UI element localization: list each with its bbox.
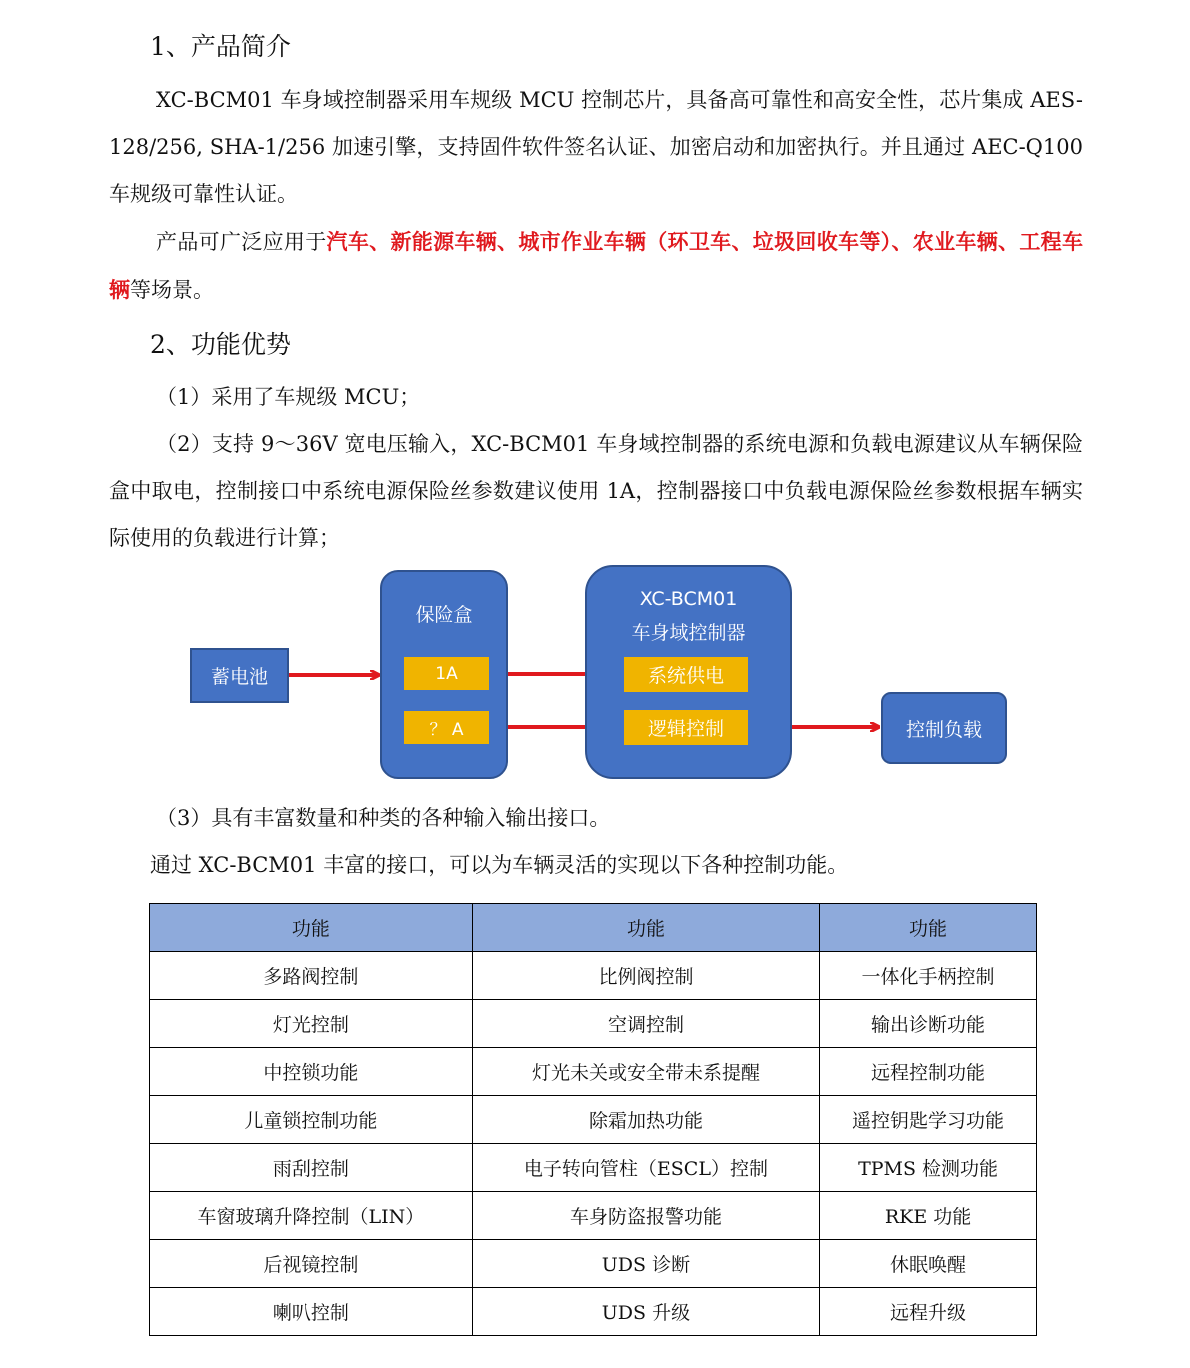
application-suffix: 等场景。 (130, 278, 214, 302)
table-cell: 除霜加热功能 (472, 1096, 819, 1144)
application-prefix: 产品可广泛应用于 (156, 230, 327, 254)
fuse-unknown (404, 711, 489, 744)
table-row (150, 1192, 1037, 1240)
fuse-unknown-label: ？ A (429, 720, 464, 740)
battery-label: 蓄电池 (210, 666, 268, 688)
table-row (150, 1240, 1037, 1288)
table-cell: 远程升级 (820, 1288, 1037, 1336)
controller-name: 车身域控制器 (631, 622, 746, 644)
controller-model: XC-BCM01 (639, 588, 738, 610)
table-cell: 输出诊断功能 (820, 1000, 1037, 1048)
load-box (881, 692, 1007, 764)
fuse-1a (404, 657, 489, 690)
table-header: 功能 (150, 904, 473, 952)
load-label: 控制负载 (905, 718, 982, 741)
table-row (150, 1096, 1037, 1144)
table-cell: 喇叭控制 (150, 1288, 473, 1336)
section2-heading: 2、功能优势 (150, 330, 291, 359)
table-cell: UDS 诊断 (472, 1240, 819, 1288)
table-cell: 车身防盗报警功能 (472, 1192, 819, 1240)
table-cell: 电子转向管柱（ESCL）控制 (472, 1144, 819, 1192)
table-cell: 中控锁功能 (150, 1048, 473, 1096)
table-header: 功能 (820, 904, 1037, 952)
table-cell: 雨刮控制 (150, 1144, 473, 1192)
table-header: 功能 (472, 904, 819, 952)
feature-item-1: （1）采用了车规级 MCU； (156, 385, 421, 409)
fuse-1a-label: 1A (435, 663, 458, 684)
application-paragraph (109, 218, 1083, 314)
table-cell: 灯光控制 (150, 1000, 473, 1048)
table-row (150, 952, 1037, 1000)
table-cell: 后视镜控制 (150, 1240, 473, 1288)
table-cell: 空调控制 (472, 1000, 819, 1048)
feature-item-2: （2）支持 9～36V 宽电压输入，XC-BCM01 车身域控制器的系统电源和负载电源建议从车辆保险盒中取电，控制接口中系统电源保险丝参数建议使用 1A，控制器接口中负载电源保险丝参数根据车辆实际使用的负载进行计算； (109, 432, 1083, 550)
table-cell: 比例阀控制 (472, 952, 819, 1000)
fusebox-label: 保险盒 (415, 604, 473, 626)
table-cell: 远程控制功能 (820, 1048, 1037, 1096)
intro-paragraph: XC-BCM01 车身域控制器采用车规级 MCU 控制芯片，具备高可靠性和高安全性，芯片集成 AES-128/256, SHA-1/256 加速引擎，支持固件软件签名认证、加密启动和加密执行。并且通过 AEC-Q100 车规级可靠性认证。 (109, 88, 1083, 206)
logic-control-label: 逻辑控制 (647, 718, 724, 740)
section1-heading: 1、产品简介 (150, 32, 291, 61)
table-row (150, 1048, 1037, 1096)
system-power-label: 系统供电 (647, 665, 724, 687)
table-row (150, 1144, 1037, 1192)
table-row (150, 1288, 1037, 1336)
functions-intro: 通过 XC-BCM01 丰富的接口，可以为车辆灵活的实现以下各种控制功能。 (150, 853, 849, 877)
table-cell: 多路阀控制 (150, 952, 473, 1000)
power-diagram (180, 560, 1020, 790)
table-row (150, 1000, 1037, 1048)
table-cell: 休眠唤醒 (820, 1240, 1037, 1288)
table-cell: TPMS 检测功能 (820, 1144, 1037, 1192)
functions-table (149, 903, 1037, 1336)
table-cell: RKE 功能 (820, 1192, 1037, 1240)
battery-box (190, 648, 289, 703)
table-cell: 儿童锁控制功能 (150, 1096, 473, 1144)
table-cell: 灯光未关或安全带未系提醒 (472, 1048, 819, 1096)
logic-control-block (624, 710, 748, 745)
table-cell: 车窗玻璃升降控制（LIN） (150, 1192, 473, 1240)
application-highlight: 汽车、新能源车辆、城市作业车辆（环卫车、垃圾回收车等）、农业车辆、工程车辆 (109, 229, 1084, 302)
table-cell: UDS 升级 (472, 1288, 819, 1336)
system-power-block (624, 657, 748, 692)
feature-item-3: （3）具有丰富数量和种类的各种输入输出接口。 (156, 806, 611, 830)
table-cell: 一体化手柄控制 (820, 952, 1037, 1000)
table-cell: 遥控钥匙学习功能 (820, 1096, 1037, 1144)
table-header-row (150, 904, 1037, 952)
